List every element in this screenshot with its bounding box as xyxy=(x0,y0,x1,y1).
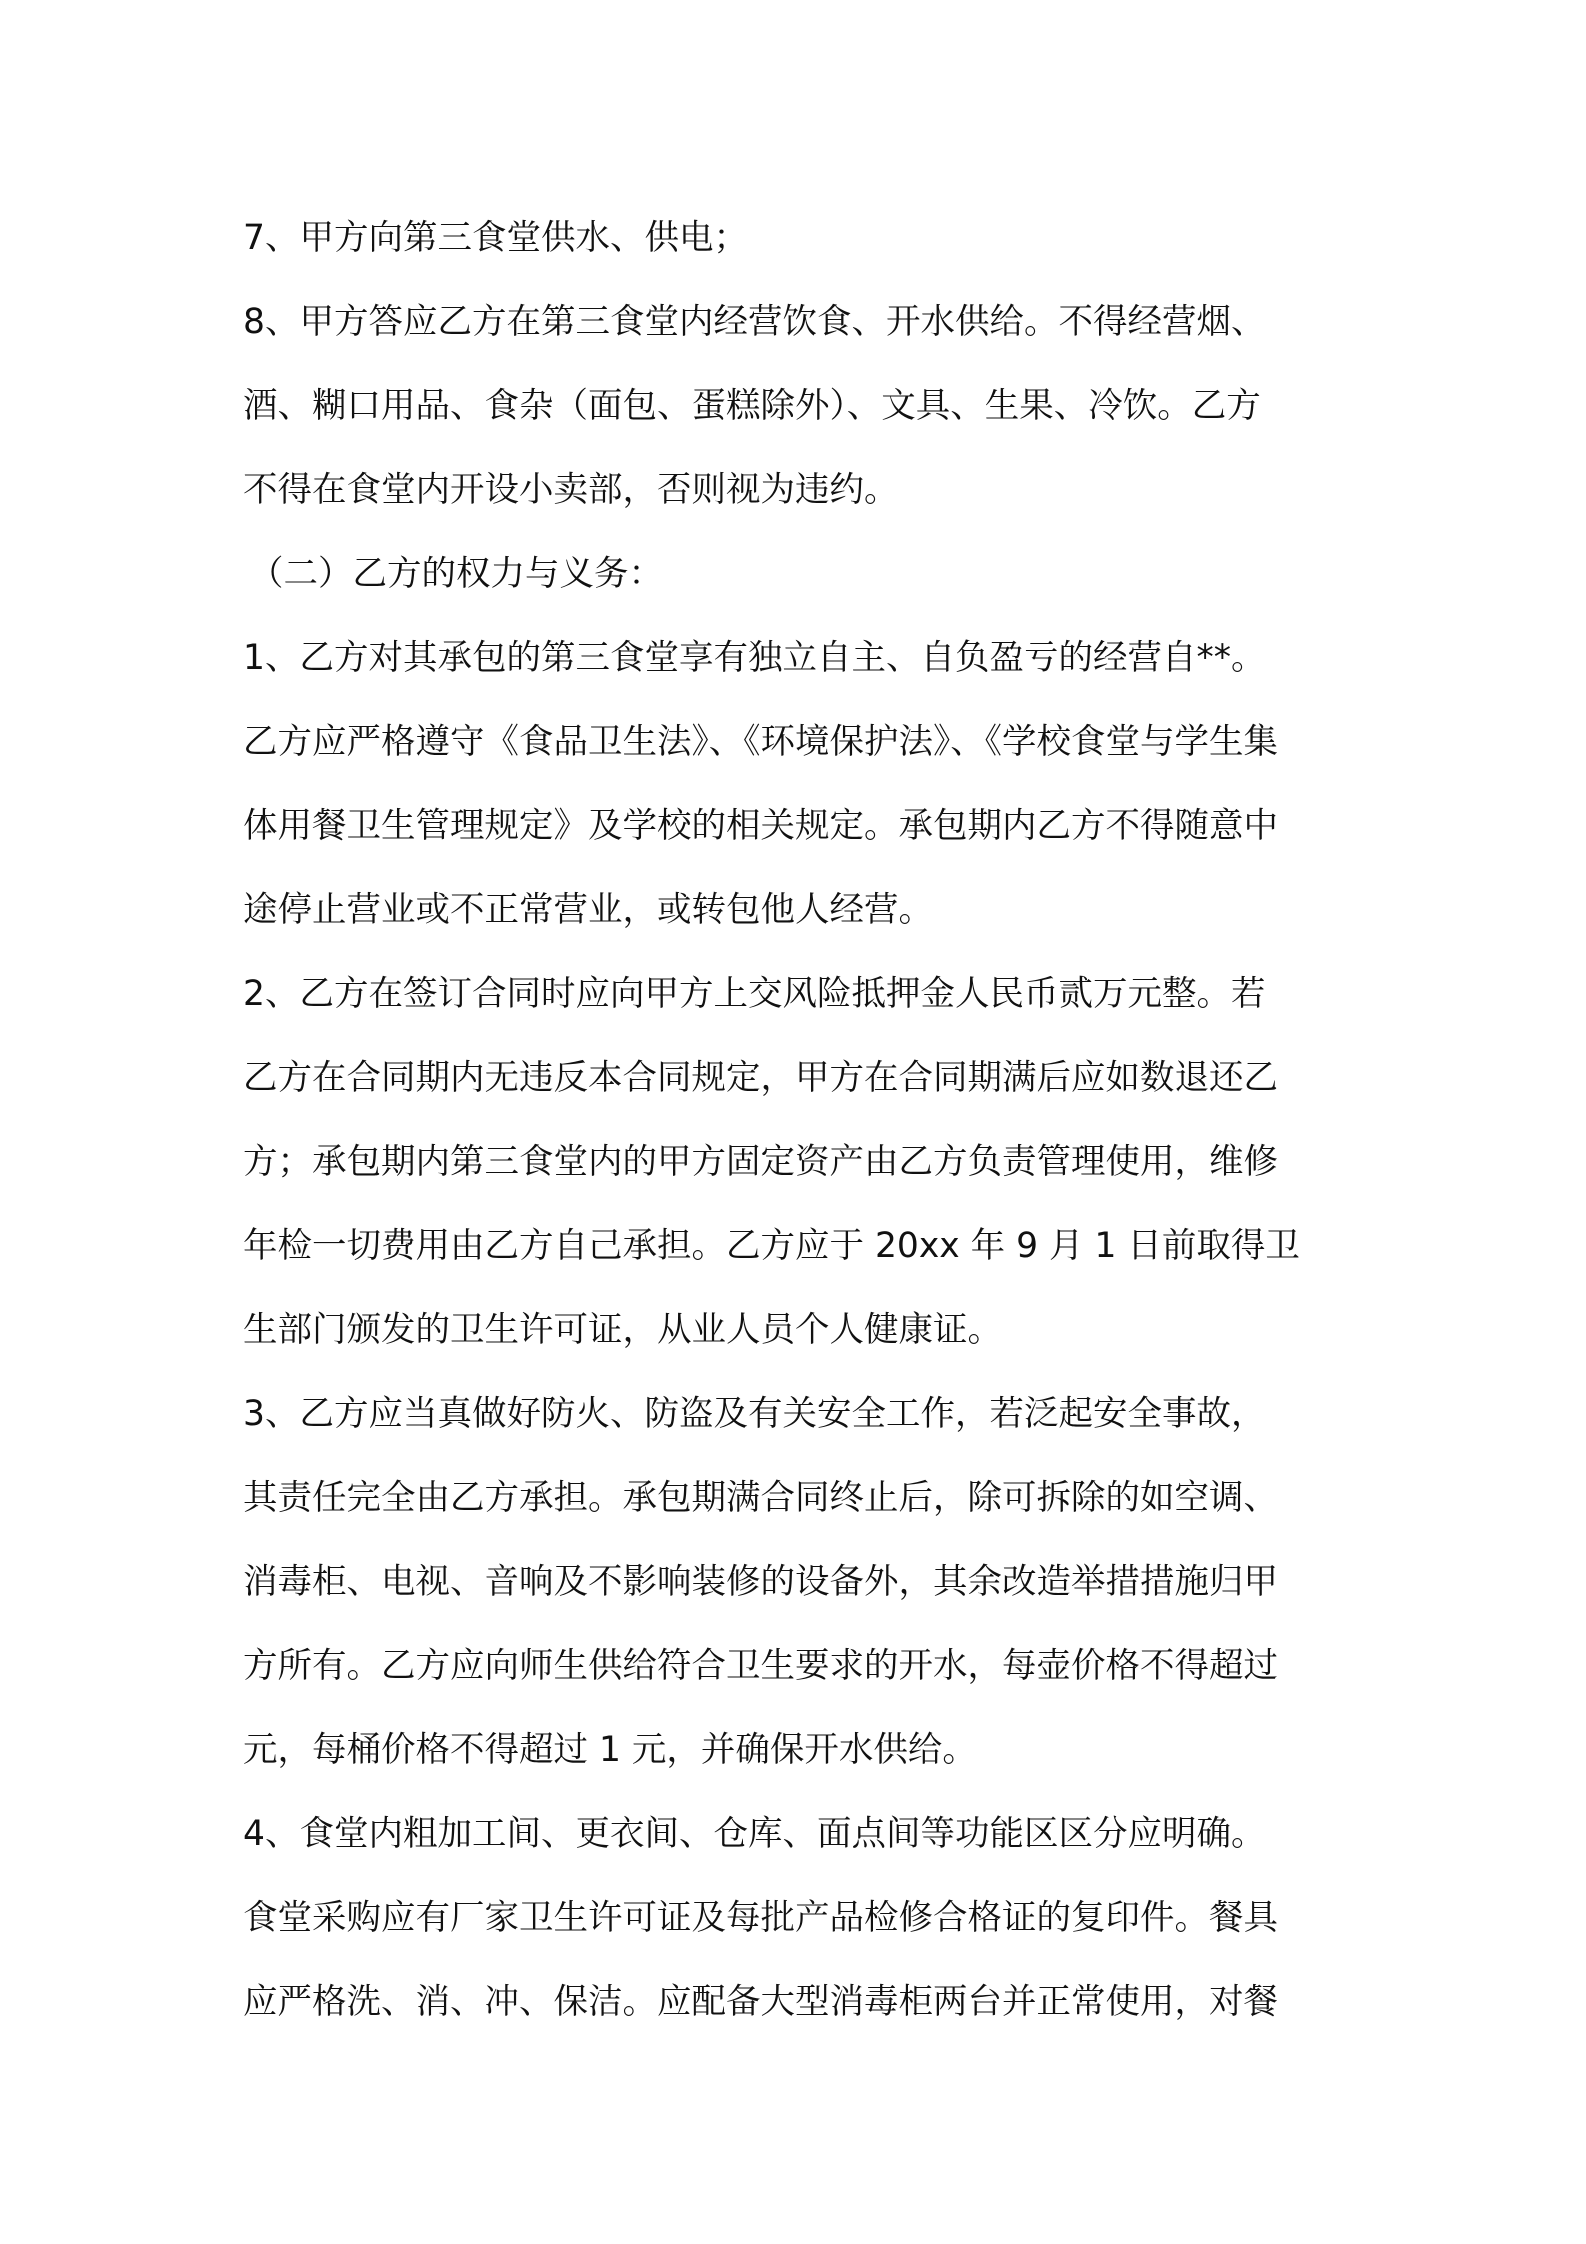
clause-b3-line-5: 元，每桶价格不得超过 1 元，并确保开水供给。 xyxy=(243,1730,977,1770)
clause-b4-line-1: 4、食堂内粗加工间、更衣间、仓库、面点间等功能区区分应明确。 xyxy=(243,1814,1266,1854)
clause-b2-line-2: 乙方在合同期内无违反本合同规定，甲方在合同期满后应如数退还乙 xyxy=(243,1058,1278,1098)
clause-8-line-3: 不得在食堂内开设小卖部，否则视为违约。 xyxy=(243,470,899,510)
clause-b3-line-2: 其责任完全由乙方承担。承包期满合同终止后，除可拆除的如空调、 xyxy=(243,1478,1278,1518)
clause-7-line: 7、甲方向第三食堂供水、供电； xyxy=(243,218,748,258)
contract-text-block xyxy=(243,196,1353,2044)
clause-b4-line-2: 食堂采购应有厂家卫生许可证及每批产品检修合格证的复印件。餐具 xyxy=(243,1898,1278,1938)
clause-b3-line-4: 方所有。乙方应向师生供给符合卫生要求的开水，每壶价格不得超过 xyxy=(243,1646,1278,1686)
clause-b3-line-1: 3、乙方应当真做好防火、防盗及有关安全工作，若泛起安全事故， xyxy=(243,1394,1266,1434)
clause-8-line-1: 8、甲方答应乙方在第三食堂内经营饮食、开水供给。不得经营烟、 xyxy=(243,302,1266,342)
clause-b2-line-1: 2、乙方在签订合同时应向甲方上交风险抵押金人民币贰万元整。若 xyxy=(243,974,1266,1014)
clause-b3-line-3: 消毒柜、电视、音响及不影响装修的设备外，其余改造举措措施归甲 xyxy=(243,1562,1278,1602)
clause-b1-line-3: 体用餐卫生管理规定》及学校的相关规定。承包期内乙方不得随意中 xyxy=(243,806,1278,846)
section-heading-party-b: （二）乙方的权力与义务： xyxy=(249,554,663,594)
clause-b1-line-2: 乙方应严格遵守《食品卫生法》、《环境保护法》、《学校食堂与学生集 xyxy=(243,722,1278,762)
clause-b2-line-5: 生部门颁发的卫生许可证，从业人员个人健康证。 xyxy=(243,1310,1002,1350)
clause-8-line-2: 酒、糊口用品、食杂（面包、蛋糕除外）、文具、生果、冷饮。乙方 xyxy=(243,386,1261,426)
clause-b2-line-3: 方；承包期内第三食堂内的甲方固定资产由乙方负责管理使用，维修 xyxy=(243,1142,1278,1182)
clause-b1-line-1: 1、乙方对其承包的第三食堂享有独立自主、自负盈亏的经营自**。 xyxy=(243,638,1266,678)
clause-b1-line-4: 途停止营业或不正常营业，或转包他人经营。 xyxy=(243,890,933,930)
clause-b4-line-3: 应严格洗、消、冲、保洁。应配备大型消毒柜两台并正常使用，对餐 xyxy=(243,1982,1278,2022)
clause-b2-line-4: 年检一切费用由乙方自己承担。乙方应于 20xx 年 9 月 1 日前取得卫 xyxy=(243,1226,1300,1266)
